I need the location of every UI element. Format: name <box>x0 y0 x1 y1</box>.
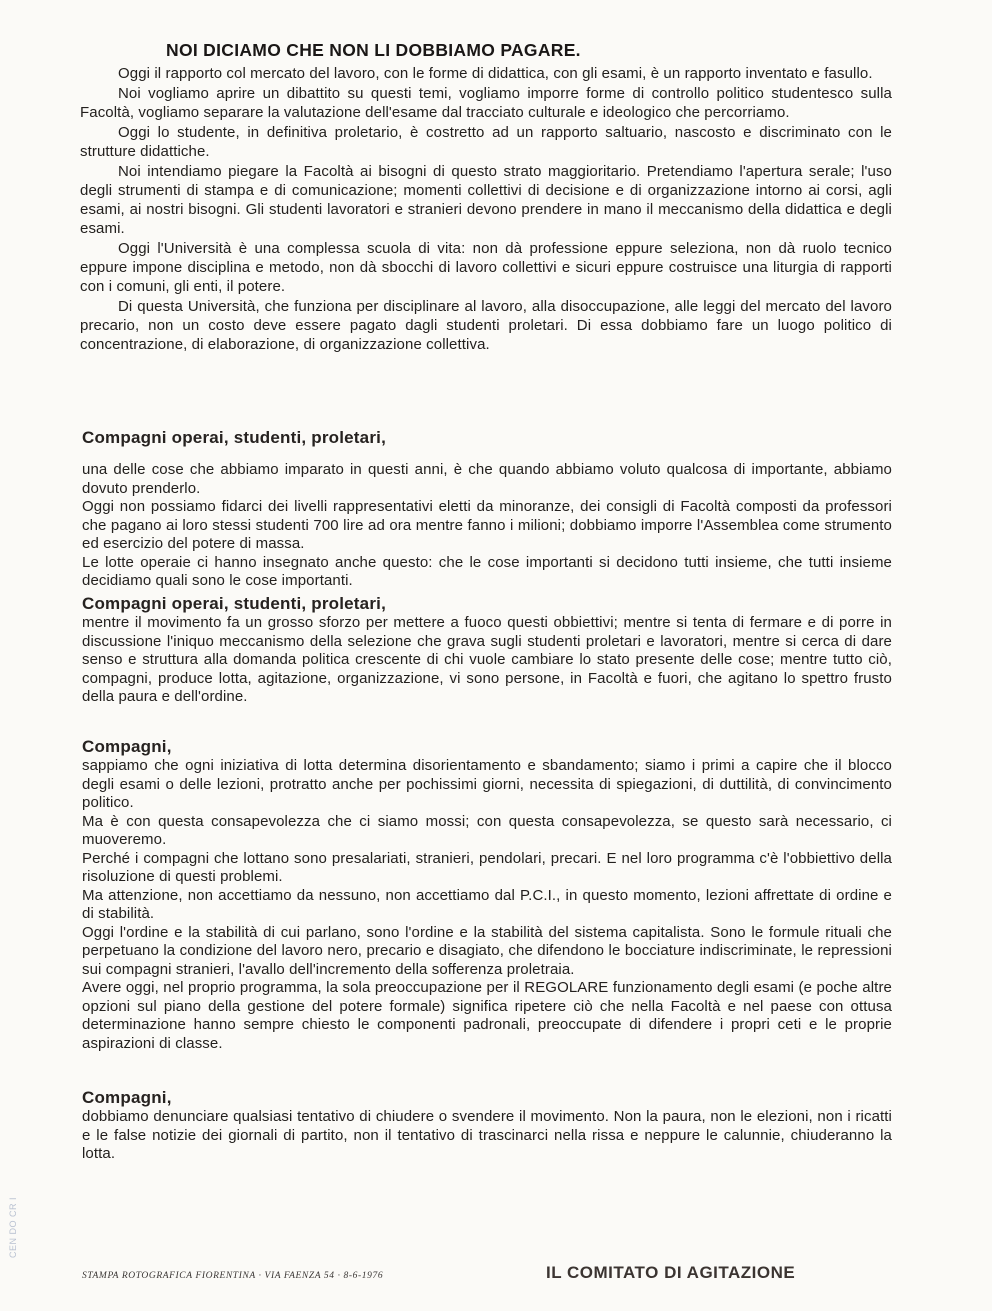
intro-paragraph: Noi vogliamo aprire un dibattito su questi temi, vogliamo imporre forme di controllo politico studentesco sulla Facoltà, vogliamo separare la valutazione dell'esame dal tracciato culturale e ideologico che percorriamo. <box>80 85 892 121</box>
printer-credit: STAMPA ROTOGRAFICA FIORENTINA · VIA FAENZA 54 · 8-6-1976 <box>82 1271 384 1281</box>
section-workers-students-2 <box>82 594 892 707</box>
section-paragraph: Ma attenzione, non accettiamo da nessuno, non accettiamo dal P.C.I., in questo momento, lezioni affrettate di ordine e di stabilità. <box>82 886 892 922</box>
section-comrades-1 <box>82 737 892 1053</box>
signature: IL COMITATO DI AGITAZIONE <box>546 1263 796 1282</box>
section-paragraph: Le lotte operaie ci hanno insegnato anche questo: che le cose importanti si decidono tutti insieme, che tutti insieme decidiamo quali sono le cose importanti. <box>82 553 892 589</box>
section-heading: Compagni operai, studenti, proletari, <box>82 428 386 447</box>
section-body <box>82 757 892 1053</box>
intro-paragraph: Oggi l'Università è una complessa scuola di vita: non dà professione eppure seleziona, non dà ruolo tecnico eppure impone disciplina e metodo, non dà sbocchi di lavoro collettivi e sicuri eppure costruisce una liturgia di rapporti con i comuni, gli enti, il potere. <box>80 240 892 295</box>
intro-block <box>80 64 892 355</box>
section-paragraph: Oggi non possiamo fidarci dei livelli rappresentativi eletti da minoranze, dei consigli di Facoltà composti da professori che pagano ai loro stessi studenti 700 lire ad ora mentre fanno i milioni; dobbiamo imporre l'Assemblea come strumento ed esercizio del potere di massa. <box>82 498 892 552</box>
archive-stamp-text: CEN DO CR I <box>8 1196 18 1258</box>
section-paragraph: sappiamo che ogni iniziativa di lotta determina disorientamento e sbandamento; siamo i primi a capire che il blocco degli esami o delle lezioni, protratto anche per pochissimi giorni, necessita di spiegazioni, di duttilità, di convincimento politico. <box>82 757 892 811</box>
section-paragraph: Ma è con questa consapevolezza che ci siamo mossi; con questa consapevolezza, se questo sarà necessario, ci muoveremo. <box>82 812 892 848</box>
document-title: NOI DICIAMO CHE NON LI DOBBIAMO PAGARE. <box>166 40 581 60</box>
intro-paragraph: Di questa Università, che funziona per disciplinare al lavoro, alla disoccupazione, alle leggi del mercato del lavoro precario, non un costo deve essere pagato dagli studenti proletari. Di essa dobbiamo fare un luogo politico di concentrazione, di elaborazione, di organizzazione collettiva. <box>80 298 892 353</box>
section-paragraph: mentre il movimento fa un grosso sforzo per mettere a fuoco questi obbiettivi; mentre si tenta di fermare e di porre in discussione l'iniquo meccanismo della selezione che grava sugli studenti proletari e lavoratori, mentre si cerca di dare senso e struttura alla domanda politica crescente di chi vuole cambiare lo stato presente delle cose; mentre tutto ciò, compagni, produce lotta, agitazione, organizzazione, vi sono persone, in Facoltà e fuori, che agitano lo spettro frusto della paura e dell'ordine. <box>82 614 892 705</box>
section-body <box>82 1108 892 1164</box>
section-body <box>82 614 892 707</box>
intro-paragraph: Oggi lo studente, in definitiva proletario, è costretto ad un rapporto saltuario, nascosto e discriminato con le strutture didattiche. <box>80 124 892 160</box>
section-heading: Compagni, <box>82 1088 172 1107</box>
section-workers-students-1 <box>82 428 892 591</box>
intro-paragraph: Noi intendiamo piegare la Facoltà ai bisogni di questo strato maggioritario. Pretendiamo l'apertura serale; l'uso degli strumenti di stampa e di comunicazione; momenti collettivi di decisione e di organizzazione intorno ai corsi, agli esami, ai nostri bisogni. Gli studenti lavoratori e stranieri devono prendere in mano il meccanismo della didattica e degli esami. <box>80 163 892 237</box>
section-heading: Compagni, <box>82 737 172 756</box>
section-paragraph: una delle cose che abbiamo imparato in questi anni, è che quando abbiamo voluto qualcosa di importante, abbiamo dovuto prenderlo. <box>82 461 892 497</box>
section-comrades-2 <box>82 1088 892 1164</box>
section-paragraph: Perché i compagni che lottano sono presalariati, stranieri, pendolari, precari. E nel loro programma c'è l'obbiettivo della risoluzione di questi problemi. <box>82 849 892 885</box>
archive-stamp <box>8 1118 40 1258</box>
section-body <box>82 461 892 591</box>
section-paragraph: dobbiamo denunciare qualsiasi tentativo di chiudere o svendere il movimento. Non la paura, non le elezioni, non i ricatti e le false notizie dei giornali di partito, non il tentativo di trascinarci nella rissa e neppure le calunnie, chiuderanno la lotta. <box>82 1108 892 1162</box>
section-paragraph: Avere oggi, nel proprio programma, la sola preoccupazione per il REGOLARE funzionamento degli esami (e poche altre opzioni sul piano della gestione del potere formale) significa ripetere ciò che nella Facoltà e nel paese con ottusa determinazione hanno sempre chiesto le componenti padronali, preoccupate di difendere i propri ceti e le proprie aspirazioni di classe. <box>82 979 892 1052</box>
intro-paragraph: Oggi il rapporto col mercato del lavoro, con le forme di didattica, con gli esami, è un rapporto inventato e fasullo. <box>118 65 873 82</box>
section-heading: Compagni operai, studenti, proletari, <box>82 594 386 613</box>
section-paragraph: Oggi l'ordine e la stabilità di cui parlano, sono l'ordine e la stabilità del sistema capitalista. Sono le formule rituali che perpetuano la condizione del lavoro nero, precario e disagiato, che difendono le bocciature indiscriminate, le repressioni sui compagni stranieri, l'avallo dell'incremento della sofferenza proletraia. <box>82 923 892 978</box>
